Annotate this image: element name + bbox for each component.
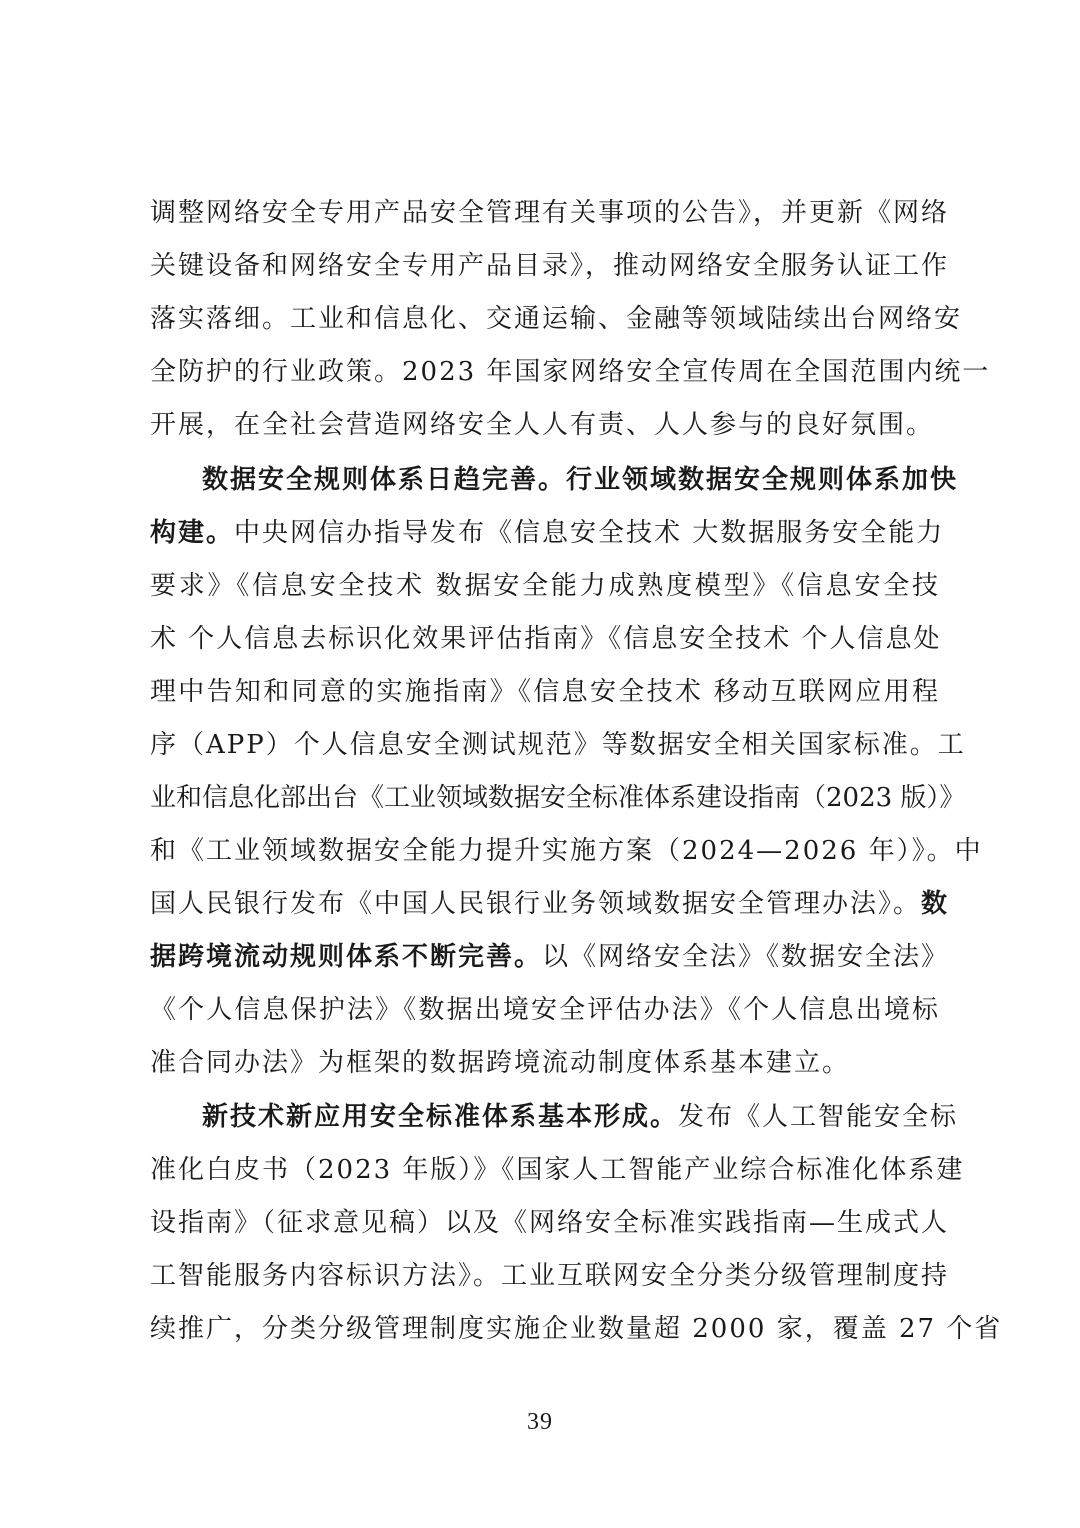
body-text: 业和信息化部出台《工业领域数据安全标准体系建设指南（2023 版）》 (150, 783, 966, 813)
body-text: 《个人信息保护法》《数据出境安全评估办法》《个人信息出境标 (150, 995, 940, 1025)
body-text: 术 个人信息去标识化效果评估指南》《信息安全技术 个人信息处 (150, 624, 942, 654)
body-text: 准合同办法》为框架的数据跨境流动制度体系基本建立。 (150, 1048, 851, 1078)
body-text: 设指南》（征求意见稿）以及《网络安全标准实践指南—生成式人 (150, 1208, 950, 1238)
body-text: 落实落细。工业和信息化、交通运输、金融等领域陆续出台网络安 (150, 304, 963, 334)
body-line (202, 460, 959, 500)
bold-heading-text: 新技术新应用安全标准体系基本形成。 (202, 1102, 679, 1132)
body-text: 序（APP）个人信息安全测试规范》等数据安全相关国家标准。工 (150, 730, 966, 760)
body-line (150, 299, 963, 339)
body-line (150, 193, 950, 233)
body-text: 准化白皮书（2023 年版）》《国家人工智能产业综合标准化体系建 (150, 1155, 965, 1185)
body-text: 工智能服务内容标识方法》。工业互联网安全分类分级管理制度持 (150, 1261, 950, 1291)
body-line (150, 566, 940, 606)
body-text: 要求》《信息安全技术 数据安全能力成熟度模型》《信息安全技 (150, 571, 940, 601)
body-line (150, 725, 966, 765)
body-line (150, 352, 991, 392)
body-line (150, 1256, 950, 1296)
body-text: 全防护的行业政策。2023 年国家网络安全宣传周在全国范围内统一 (150, 357, 991, 387)
body-line (150, 1150, 965, 1190)
body-line (202, 1097, 959, 1137)
body-line (150, 619, 940, 659)
body-text: 理中告知和同意的实施指南》《信息安全技术 移动互联网应用程 (150, 677, 940, 707)
body-line (150, 405, 940, 445)
bold-heading-text: 数据安全规则体系日趋完善。行业领域数据安全规则体系加快 (202, 465, 959, 495)
body-text: 调整网络安全专用产品安全管理有关事项的公告》，并更新《网络 (150, 198, 950, 228)
body-text: 和《工业领域数据安全能力提升实施方案（2024—2026 年）》。中 (150, 836, 983, 866)
body-line (150, 246, 950, 286)
body-line (150, 831, 983, 871)
body-line (150, 937, 950, 977)
body-line (150, 778, 966, 818)
body-line (150, 672, 940, 712)
body-text: 发布《人工智能安全标 (678, 1102, 959, 1132)
body-line (150, 990, 940, 1030)
page-number: 39 (527, 1409, 553, 1435)
body-line (150, 1309, 1003, 1349)
body-line (150, 1203, 950, 1243)
body-line (150, 884, 950, 924)
body-text: 续推广，分类分级管理制度实施企业数量超 2000 家，覆盖 27 个省 (150, 1314, 1003, 1344)
body-text: 关键设备和网络安全专用产品目录》，推动网络安全服务认证工作 (150, 251, 950, 281)
body-text: 中央网信办指导发布《信息安全技术 大数据服务安全能力 (234, 518, 945, 548)
bold-heading-text: 据跨境流动规则体系不断完善。 (150, 942, 543, 972)
bold-heading-text: 构建。 (150, 518, 235, 548)
body-text: 以《网络安全法》《数据安全法》 (542, 942, 950, 972)
body-text: 国人民银行发布《中国人民银行业务领域数据安全管理办法》。 (150, 889, 922, 919)
body-text: 开展，在全社会营造网络安全人人有责、人人参与的良好氛围。 (150, 410, 935, 440)
bold-heading-text: 数 (921, 889, 950, 919)
body-line (150, 513, 945, 553)
body-line (150, 1043, 940, 1083)
